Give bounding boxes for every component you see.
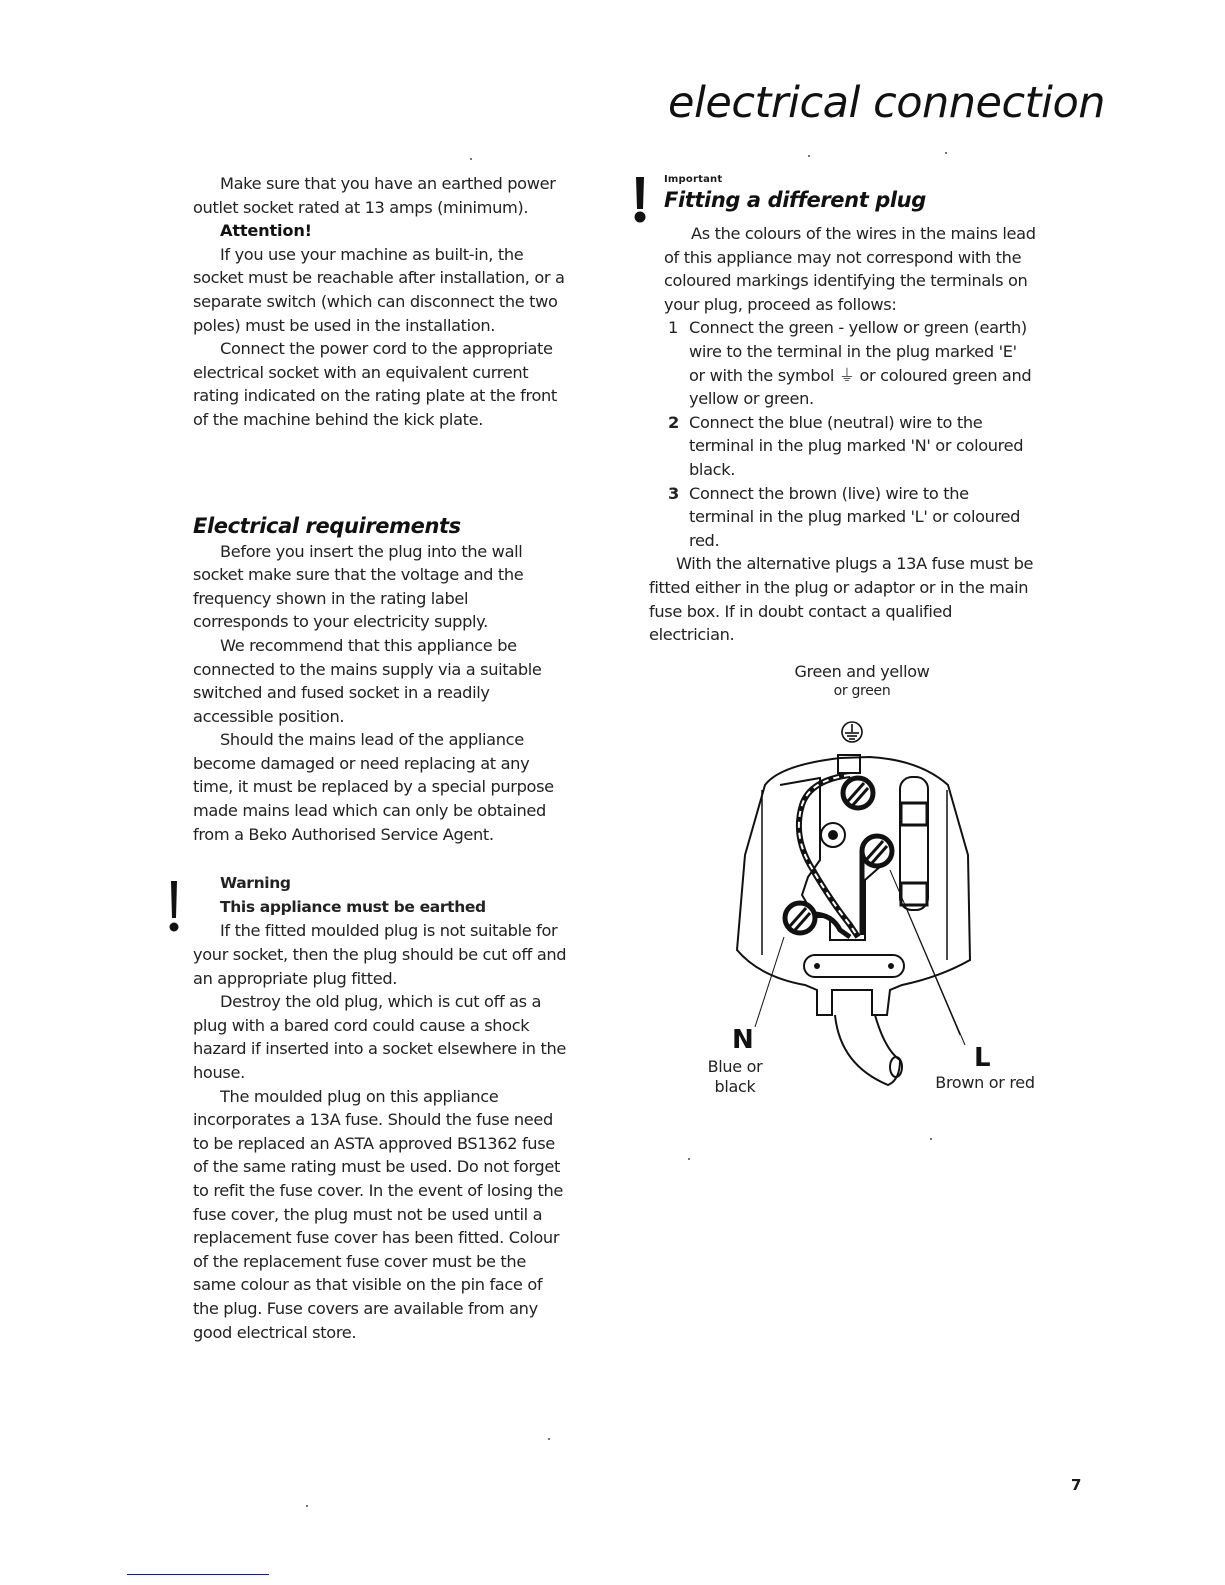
live-letter: L [974,1043,991,1073]
scan-speck [548,1438,550,1440]
live-terminal-screw-icon [862,836,892,866]
step-number: 1 [668,318,678,338]
scan-speck [470,158,472,160]
scan-speck [306,1505,308,1507]
live-label: Brown or red [935,1073,1035,1092]
wiring-step [664,482,1036,553]
warning-paragraph-1: If the fitted moulded plug is not suitable for your socket, then the plug should be cut off and an appropriate plug fitted. [193,921,567,988]
step-text: Connect the brown (live) wire to the terminal in the plug marked 'L' or coloured red. [689,483,1021,550]
wiring-step [664,411,1036,482]
spacer [193,432,568,512]
earth-label-line1: Green and yellow [794,662,930,681]
right-column [649,222,1036,647]
neutral-label-line1: Blue or [707,1057,763,1076]
fitting-intro: As the colours of the wires in the mains lead of this appliance may not correspond with the coloured markings identifying the terminals on your plug, proceed as follows: [664,224,1036,314]
warning-paragraph-3: The moulded plug on this appliance incorporates a 13A fuse. Should the fuse need to be replaced an ASTA approved BS1362 fuse of the same rating must be used. Do not forget to refit the fuse cover. In the event of losing the fuse cover, the plug must not be used until a replacement fuse cover has been fitted. Colour of the replacement fuse cover must be the same colour as that visible on the pin face of the plug. Fuse covers are available from any good electrical store. [193,1086,563,1342]
step-number: 3 [668,483,679,503]
warning-subheading: This appliance must be earthed [220,897,486,916]
requirements-paragraph-1: Before you insert the plug into the wall socket make sure that the voltage and the frequency shown in the rating label corresponds to your electricity supply. [193,541,524,632]
earth-label-line2: or green [833,683,891,699]
scan-speck [930,1138,932,1140]
fuse-icon [900,777,928,910]
step-text: Connect the green - yellow or green (earth) wire to the terminal in the plug marked 'E' or with the symbol ⏚ or coloured green and yellow or green. [689,318,1032,409]
plug-wiring-diagram [690,655,1050,1105]
neutral-letter: N [732,1025,754,1055]
fitting-plug-heading: Fitting a different plug [664,188,926,212]
attention-paragraph: If you use your machine as built-in, the socket must be reachable after installation, or a separate switch (which can disconnect the two poles) must be used in the installation. [193,244,565,335]
scan-speck [945,152,947,154]
step-text: Connect the blue (neutral) wire to the terminal in the plug marked 'N' or coloured black. [689,412,1024,479]
neutral-label-line2: black [714,1077,756,1096]
important-block [664,172,1044,214]
attention-label: Attention! [220,221,312,241]
wiring-steps [664,316,1036,552]
neutral-terminal-screw-icon [785,903,815,933]
exclamation-icon [169,880,179,934]
step-number: 2 [668,412,679,432]
earth-ground-icon [842,722,862,742]
warning-paragraph-2: Destroy the old plug, which is cut off as a plug with a bared cord could cause a shock hazard if inserted into a socket elsewhere in the house. [193,992,566,1082]
warning-block [193,872,568,1344]
scan-artifact-line [127,1574,269,1575]
important-label: Important [664,174,723,185]
warning-label: Warning [220,874,291,893]
page-title: electrical connection [668,78,1106,128]
scan-speck [808,155,810,157]
requirements-paragraph-2: We recommend that this appliance be connected to the mains supply via a suitable switched and fused socket in a readily accessible position. [193,635,542,726]
exclamation-icon [634,176,646,224]
fuse-note: With the alternative plugs a 13A fuse must be fitted either in the plug or adaptor or in the main fuse box. If in doubt contact a qualified electrician. [649,554,1034,645]
requirements-paragraph-3: Should the mains lead of the appliance become damaged or need replacing at any time, it must be replaced by a special purpose made mains lead which can only be obtained from a Beko Authorised Service Agent. [193,730,554,844]
intro-paragraph: Make sure that you have an earthed power outlet socket rated at 13 amps (minimum). [193,174,556,217]
left-column [193,172,568,1344]
page-number: 7 [1071,1476,1082,1494]
electrical-requirements-heading: Electrical requirements [193,513,461,538]
wiring-step [664,316,1036,410]
scan-speck [688,1158,690,1160]
connect-paragraph: Connect the power cord to the appropriate electrical socket with an equivalent current rating indicated on the rating plate at the front of the machine behind the kick plate. [193,339,557,429]
earth-terminal-screw-icon [843,778,873,808]
